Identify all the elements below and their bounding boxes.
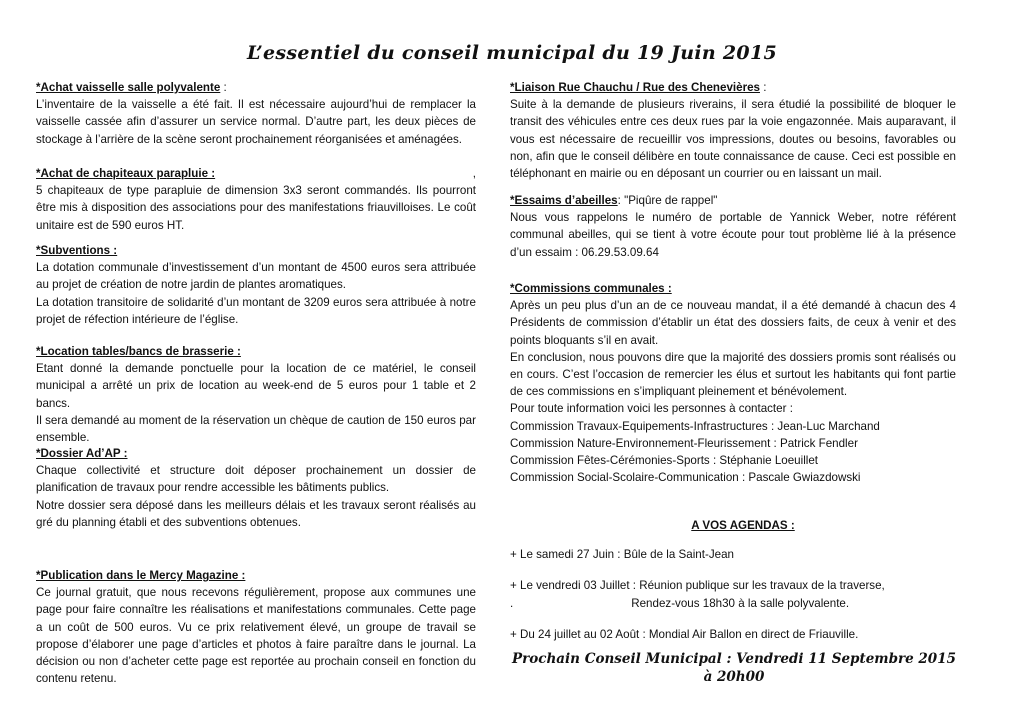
stray-mark: . [510,596,514,610]
agenda-item-detail: Rendez-vous 18h30 à la salle polyvalente. [631,596,850,610]
section-paragraph: Il sera demandé au moment de la réservation un chèque de caution de 150 euros par ensemble. [36,413,476,445]
section-subventions [36,242,476,328]
contact-item: Commission Fêtes-Cérémonies-Sports : Stéphanie Loeuillet [510,454,819,468]
heading-suffix: : "Piqûre de rappel" [617,194,718,207]
section-paragraph: La dotation transitoire de solidarité d’un montant de 3209 euros sera attribuée à notre projet de réfection intérieure de l’église. [36,295,476,326]
section-location [36,343,476,446]
heading-suffix: : [220,81,227,94]
contact-item: Commission Travaux-Equipements-Infrastructures : Jean-Luc Marchand [510,419,880,433]
section-text: Suite à la demande de plusieurs riverains, il sera étudié la possibilité de bloquer le transit des véhicules entre ces deux rues par la voie engazonnée. Mais auparavant, il vous est nécessaire de recueillir vos impressions, doutes ou besoins, favorables ou non, afin que le conseil délibère en toute connaissance de cause. Ceci est possible en téléphonant en mairie ou en déposant un courrier ou en laissant un mail. [510,98,956,181]
section-heading: *Subventions : [36,244,118,257]
agenda-section [510,517,956,643]
contact-item: Commission Nature-Environnement-Fleurissement : Patrick Fendler [510,436,858,450]
section-liaison [510,79,956,182]
section-heading: *Location tables/bancs de brasserie : [36,345,241,358]
section-paragraph: Après un peu plus d’un an de ce nouveau mandat, il a été demandé à chacun des 4 Présidents de commission d’établir un état des dossiers faits, de ceux à venir et des points bloquants s’il en avait. [510,299,956,347]
section-heading: *Publication dans le Mercy Magazine : [36,569,246,582]
section-paragraph: Notre dossier sera déposé dans les meilleurs délais et les travaux seront réalisés au gré du planning établi et des subventions obtenues. [36,498,476,529]
agenda-item [510,577,956,611]
section-heading: *Essaims d’abeilles [510,194,618,207]
agenda-heading: A VOS AGENDAS : [691,519,795,532]
stray-mark: , [472,167,476,180]
page-title: L’essentiel du conseil municipal du 19 Juin 2015 [247,42,777,64]
section-paragraph: En conclusion, nous pouvons dire que la majorité des dossiers promis sont réalisés ou en cours. C’est l’occasion de remercier les élus et surtout les habitants qui font partie de ces commissions en s’impliquant pleinement et bénévolement. [510,350,956,399]
section-adap [36,445,476,531]
agenda-item-line [510,595,956,612]
agenda-item: + Du 24 juillet au 02 Août : Mondial Air Ballon en direct de Friauville. [510,627,859,641]
section-heading: *Dossier Ad’AP : [36,447,128,460]
contact-item: Commission Social-Scolaire-Communication : Pascale Gwiazdowski [510,471,861,485]
next-council-footer [484,650,984,686]
section-paragraph: Etant donné la demande ponctuelle pour la location de ce matériel, le conseil municipal a arrêté un prix de location au week-end de 5 euros pour 1 table et 2 bancs. [36,362,476,410]
section-vaisselle [36,79,476,148]
section-abeilles [510,192,956,261]
footer-line: à 20h00 [703,669,765,685]
section-heading: *Achat vaisselle salle polyvalente [36,81,221,94]
section-text: Nous vous rappelons le numéro de portable de Yannick Weber, notre référent communal abeilles, qui se tient à votre écoute pour tout problème lié à la présence d’un essaim : 06.29.53.09.64 [510,211,956,259]
section-chapiteaux [36,165,476,234]
agenda-item: + Le samedi 27 Juin : Bûle de la Saint-Jean [510,548,734,562]
section-text: 5 chapiteaux de type parapluie de dimension 3x3 seront commandés. Ils pourront être mis à disposition des associations pour des manifestations friauvilloises. Le coût unitaire est de 590 euros HT. [36,184,476,232]
section-heading: *Liaison Rue Chauchu / Rue des Chenevières [510,81,760,94]
section-heading: *Achat de chapiteaux parapluie : [36,167,216,180]
section-heading: *Commissions communales : [510,282,672,295]
section-commissions [510,280,956,486]
footer-line: Prochain Conseil Municipal : Vendredi 11 Septembre 2015 [512,651,956,667]
section-text: Ce journal gratuit, que nous recevons régulièrement, propose aux communes une page pour faire connaître les réalisations et manifestations communales. Cette page a un coût de 500 euros. Vu ce prix relativement élevé, un groupe de travail se propose d’élaborer une page d’articles et photos à faire paraître dans le journal. La décision ou non d’acheter cette page est reportée au prochain conseil en fonction du contenu retenu. [36,586,476,686]
section-paragraph: La dotation communale d’investissement d’un montant de 4500 euros sera attribuée au projet de création de notre jardin de plantes aromatiques. [36,261,476,292]
agenda-item-line: + Le vendredi 03 Juillet : Réunion publique sur les travaux de la traverse, [510,579,885,593]
section-paragraph: Chaque collectivité et structure doit déposer prochainement un dossier de planification de travaux pour rendre accessible les bâtiments publics. [36,464,476,495]
section-mercy-magazine [36,567,476,687]
heading-suffix: : [759,81,767,94]
section-text: L’inventaire de la vaisselle a été fait. Il est nécessaire aujourd’hui de remplacer la vaisselle cassée afin d’assurer un service normal. D’autre part, les deux pièces de stockage à l’arrière de la scène seront prochainement réorganisées et aménagées. [36,98,476,146]
contact-intro: Pour toute information voici les personnes à contacter : [510,402,793,416]
